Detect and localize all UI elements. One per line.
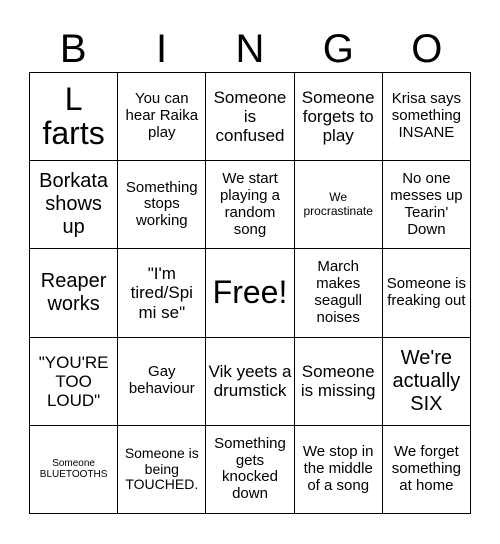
cell-text: "I'm tired/Spi mi se" [130,264,193,322]
bingo-cell[interactable] [383,338,471,426]
cell-text: We're actually SIX [392,346,461,415]
cell-text: Gay behaviour [128,363,195,398]
bingo-grid [29,72,471,514]
bingo-cell[interactable] [30,73,118,161]
cell-text: No one messes up Tearin' Down [390,170,463,238]
header-letter-b: B [59,27,87,71]
cell-text: L farts [42,81,105,151]
cell-text: Something gets knocked down [214,434,286,503]
bingo-cell[interactable] [206,338,294,426]
bingo-cell[interactable] [118,338,206,426]
bingo-cell[interactable] [295,73,383,161]
bingo-cell[interactable] [206,73,294,161]
cell-text: You can hear Raika play [125,90,199,141]
bingo-header [29,26,471,72]
cell-text: We stop in the middle of a song [302,443,374,494]
bingo-cell[interactable] [118,249,206,337]
bingo-cell[interactable] [383,426,471,514]
bingo-cell[interactable] [295,249,383,337]
bingo-cell[interactable] [295,161,383,249]
bingo-cell[interactable] [118,426,206,514]
bingo-cell[interactable] [118,73,206,161]
cell-text: March makes seagull noises [314,258,362,326]
bingo-cell[interactable] [30,249,118,337]
cell-text: Someone is confused [213,88,287,146]
free-cell[interactable] [206,249,294,337]
bingo-cell[interactable] [383,249,471,337]
bingo-cell[interactable] [295,426,383,514]
bingo-cell[interactable] [30,426,118,514]
cell-text: Krisa says something INSANE [391,90,461,141]
header-letter-g: G [322,27,354,71]
cell-text: Someone BLUETOOTHS [39,458,108,481]
cell-text: Borkata shows up [39,170,109,239]
bingo-cell[interactable] [206,161,294,249]
bingo-cell[interactable] [30,338,118,426]
bingo-cell[interactable] [295,338,383,426]
cell-text: Someone is freaking out [386,275,466,309]
cell-text: Vik yeets a drumstick [208,362,292,401]
cell-text: Someone forgets to play [301,88,375,146]
cell-text: Someone is being TOUCHED. [124,444,199,493]
cell-text: Reaper works [40,269,107,315]
bingo-cell[interactable] [30,161,118,249]
cell-text: Free! [212,274,288,311]
header-letter-o: O [411,27,443,71]
bingo-cell[interactable] [383,161,471,249]
header-letter-i: I [156,27,168,71]
bingo-cell[interactable] [118,161,206,249]
header-letter-n: N [235,27,265,71]
cell-text: "YOU'RE TOO LOUD" [38,352,109,410]
cell-text: We start playing a random song [219,170,281,238]
cell-text: We procrastinate [303,190,373,218]
bingo-cell[interactable] [383,73,471,161]
bingo-cell[interactable] [206,426,294,514]
cell-text: Someone is missing [300,362,376,401]
cell-text: We forget something at home [391,443,461,494]
cell-text: Something stops working [125,178,198,230]
